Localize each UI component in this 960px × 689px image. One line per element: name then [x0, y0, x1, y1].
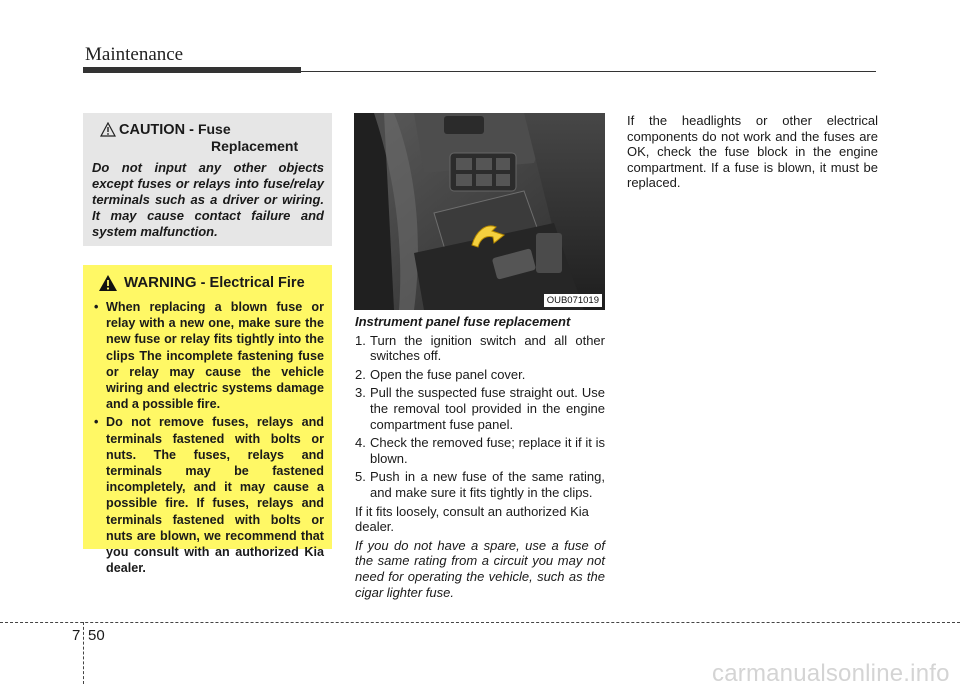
warning-label: WARNING	[124, 274, 197, 291]
bullet-icon: •	[94, 300, 99, 314]
dealer-note: If it fits loosely, consult an authorized Kia dealer.	[355, 503, 589, 535]
warning-list	[92, 299, 324, 576]
footer-divider	[83, 622, 84, 684]
warning-title: - Electrical Fire	[200, 275, 305, 291]
section-title: Maintenance	[85, 44, 184, 65]
warning-box	[83, 265, 332, 576]
warning-item: • When replacing a blown fuse or relay with a new one, make sure the new fuse or relay fits tightly into the clips The incomplete fastening fuse or relay may cause the vehicle wiring and electric systems damage and a possible fire.	[94, 300, 324, 412]
page-number: 50	[88, 627, 105, 644]
figure-caption: Instrument panel fuse replacement	[355, 314, 571, 329]
procedure-step: 5. Push in a new fuse of the same rating, and make sure it fits tightly in the clips.	[355, 469, 605, 500]
dashboard-illustration	[354, 113, 605, 310]
headlight-paragraph: If the headlights or other electrical components do not work and the fuses are OK, check the fuse block in the engine compartment. If a fuse is blown, it must be replaced.	[627, 113, 878, 191]
caution-heading	[92, 121, 324, 154]
header-bar	[83, 67, 301, 73]
warning-triangle-icon	[98, 274, 118, 292]
warning-item: • Do not remove fuses, relays and terminals fastened with bolts or nuts. The fuses, relays and terminals may be fastened incompletely, and it may cause a possible fire. If fuses, relays and terminals fastened with bolts or nuts are blown, we recommend that you consult with an authorized Kia dealer.	[94, 415, 324, 576]
figure-code: OUB071019	[544, 294, 602, 307]
caution-label: CAUTION -	[119, 122, 194, 138]
bullet-icon: •	[94, 415, 99, 430]
footer-rule	[0, 622, 960, 623]
procedure-step: 4. Check the removed fuse; replace it if it is blown.	[355, 435, 605, 466]
header-rule	[301, 71, 876, 72]
caution-text: Do not input any other objects except fuses or relays into fuse/relay terminals such as a driver or wiring. It may cause contact failure and system malfunction.	[92, 160, 324, 239]
procedure-step: 1. Turn the ignition switch and all other switches off.	[355, 332, 605, 364]
fuse-panel-photo	[354, 113, 605, 310]
procedure-section	[355, 314, 605, 603]
warning-heading	[92, 274, 324, 292]
procedure-step: 2. Open the fuse panel cover.	[355, 366, 526, 382]
caution-triangle-icon	[100, 122, 116, 137]
caution-title-line1: Fuse	[197, 121, 231, 137]
spare-fuse-note: If you do not have a spare, use a fuse of the same rating from a circuit you may not need for operating the vehicle, such as the cigar lighter fuse.	[355, 537, 605, 600]
procedure-step: 3. Pull the suspected fuse straight out. Use the removal tool provided in the engine compartment fuse panel.	[355, 385, 605, 432]
caution-title-line2: Replacement	[211, 138, 299, 154]
watermark: carmanualsonline.info	[712, 660, 950, 687]
caution-box	[83, 113, 332, 246]
section-number: 7	[72, 627, 81, 644]
procedure-steps	[355, 333, 605, 501]
